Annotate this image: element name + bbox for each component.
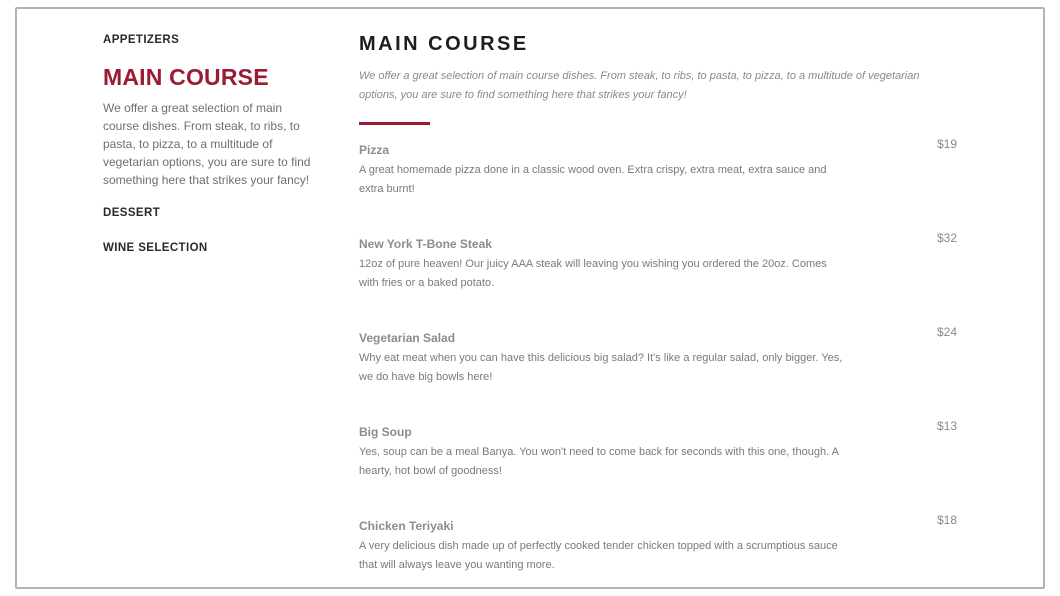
menu-item-list bbox=[359, 137, 959, 589]
category-sidebar bbox=[103, 32, 318, 256]
menu-item-description: 12oz of pure heaven! Our juicy AAA steak will leaving you wishing you ordered the 20oz. Comes with fries or a baked potato. bbox=[359, 258, 827, 289]
menu-item-description: A very delicious dish made up of perfectly cooked tender chicken topped with a scrumptious sauce that will always leave you wanting more. bbox=[359, 540, 838, 571]
menu-item-pizza bbox=[359, 137, 959, 235]
menu-item-price: $19 bbox=[937, 137, 958, 151]
menu-item-chicken-teriyaki bbox=[359, 513, 959, 589]
menu-item-price: $24 bbox=[937, 325, 958, 339]
menu-item-name: Big Soup bbox=[359, 425, 412, 439]
accent-divider bbox=[359, 122, 430, 125]
sidebar-item-wine-selection[interactable]: WINE SELECTION bbox=[103, 242, 208, 254]
menu-item-name: Pizza bbox=[359, 143, 390, 157]
menu-item-name: New York T-Bone Steak bbox=[359, 237, 492, 251]
menu-item-price: $13 bbox=[937, 419, 958, 433]
section-title: MAIN COURSE bbox=[359, 33, 529, 55]
menu-item-name: Vegetarian Salad bbox=[359, 331, 456, 345]
menu-item-big-soup bbox=[359, 419, 959, 517]
section-description: We offer a great selection of main course dishes. From steak, to ribs, to pasta, to pizza, to a multitude of vegetarian options, you are sure to find something here that strikes your fancy! bbox=[359, 70, 920, 101]
menu-item-description: Why eat meat when you can have this delicious big salad? It's like a regular salad, only bigger. Yes, we do have big bowls here! bbox=[359, 352, 843, 383]
menu-item-description: A great homemade pizza done in a classic wood oven. Extra crispy, extra meat, extra sauce and extra burnt! bbox=[359, 164, 827, 195]
sidebar-item-main-course[interactable]: MAIN COURSE bbox=[103, 64, 269, 90]
menu-item-vegetarian-salad bbox=[359, 325, 959, 423]
menu-item-price: $18 bbox=[937, 513, 958, 527]
sidebar-item-dessert[interactable]: DESSERT bbox=[103, 207, 161, 219]
menu-item-price: $32 bbox=[937, 231, 958, 245]
menu-item-t-bone-steak bbox=[359, 231, 959, 329]
menu-section bbox=[359, 31, 959, 589]
sidebar-item-appetizers[interactable]: APPETIZERS bbox=[103, 34, 180, 46]
sidebar-main-course-description: We offer a great selection of main course dishes. From steak, to ribs, to pasta, to pizza, to a multitude of vegetarian options, you are sure to find something here that strikes your fancy! bbox=[103, 101, 311, 187]
menu-item-description: Yes, soup can be a meal Banya. You won't need to come back for seconds with this one, though. A hearty, hot bowl of goodness! bbox=[359, 446, 839, 477]
page-frame bbox=[15, 7, 1045, 589]
menu-item-name: Chicken Teriyaki bbox=[359, 519, 454, 533]
